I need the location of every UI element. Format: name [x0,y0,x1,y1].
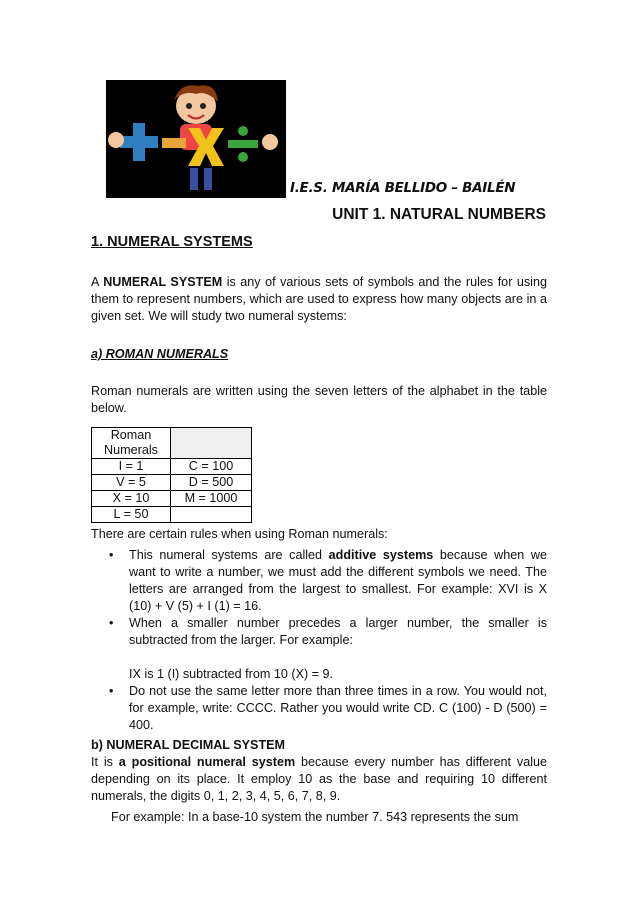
bullet-icon: • [109,616,114,630]
intro-after: is any of various sets of symbols and the rules for using them to represent numbers, which are used to express how many objects are in a given set. We will study two numeral systems: [91,275,547,323]
section-title: 1. NUMERAL SYSTEMS [91,234,253,250]
intro-before: A [91,275,104,289]
table-row [92,491,252,507]
table-header-cell: Roman Numerals [92,428,171,459]
math-kid-illustration [106,80,286,198]
table-row [92,428,252,459]
school-name: I.E.S. MARÍA BELLIDO – BAILÉN [290,180,516,196]
table-cell: M = 1000 [171,491,252,507]
decimal-strong: a positional numeral system [118,755,296,769]
list-item [107,615,547,683]
rule-text: Do not use the same letter more than three times in a row. You would not, for example, write: CCCC. Rather you would write CD. C (100) - D (500) = 400. [129,684,547,732]
rules-intro: There are certain rules when using Roman numerals: [91,527,388,541]
list-item [107,547,547,615]
table-row [92,475,252,491]
decimal-before: It is [91,755,119,769]
decimal-after: because every number has different value depending on its place. It employ 10 as the base and requiring 10 different numerals, the digits 0, 1, 2, 3, 4, 5, 6, 7, 8, 9. [91,755,548,803]
rule-text: This numeral systems are called [129,548,329,562]
roman-subtitle: a) ROMAN NUMERALS [91,347,229,361]
table-header-cell [171,428,252,459]
roman-intro: Roman numerals are written using the seven letters of the alphabet in the table below. [91,384,547,415]
table-cell: I = 1 [92,459,171,475]
decimal-paragraph [91,754,547,805]
table-cell: X = 10 [92,491,171,507]
decimal-subtitle: b) NUMERAL DECIMAL SYSTEM [91,738,286,752]
table-cell: V = 5 [92,475,171,491]
decimal-example: For example: In a base-10 system the number 7. 543 represents the sum [111,810,519,824]
rule-example: IX is 1 (I) subtracted from 10 (X) = 9. [129,667,334,681]
table-cell: C = 100 [171,459,252,475]
table-cell [171,507,252,523]
intro-paragraph [91,274,547,325]
list-item [107,683,547,734]
rule-text: When a smaller number precedes a larger number, the smaller is subtracted from the larger. For example: [129,616,547,647]
table-row [92,459,252,475]
math-kid-logo [106,80,286,198]
table-cell: L = 50 [92,507,171,523]
bullet-icon: • [109,684,114,698]
rule-strong: additive systems [328,548,434,562]
bullet-icon: • [109,548,114,562]
rule-text-after: because when we want to write a number, we must add the different symbols we need. The letters are arranged from the largest to smallest. For example: XVI is X (10) + V (5) + I (1) = 16. [129,548,547,613]
intro-strong: NUMERAL SYSTEM [103,275,223,289]
roman-table [91,427,252,523]
table-row [92,507,252,523]
unit-title: UNIT 1. NATURAL NUMBERS [332,206,546,223]
rules-list [107,547,547,734]
table-cell: D = 500 [171,475,252,491]
